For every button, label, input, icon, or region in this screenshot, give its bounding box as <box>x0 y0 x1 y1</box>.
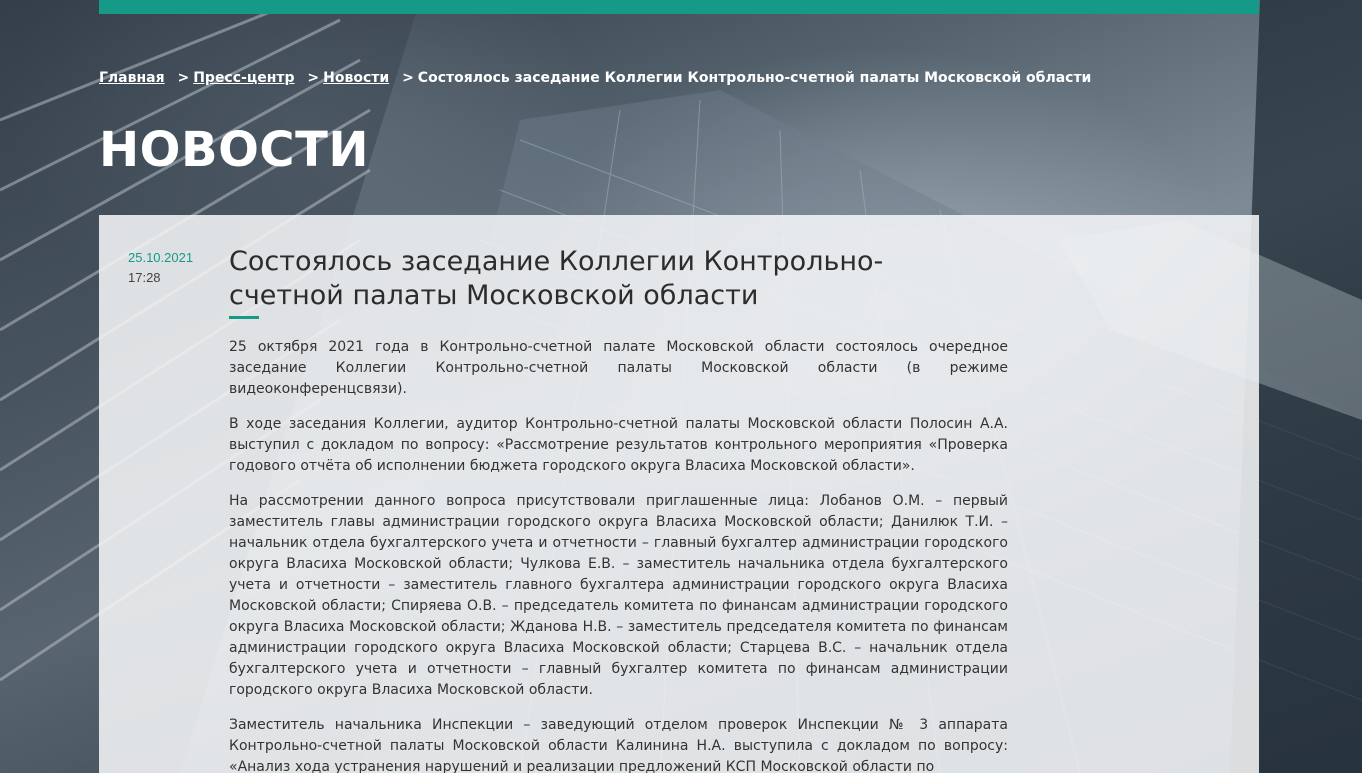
title-underline <box>229 316 259 319</box>
article-paragraph: Заместитель начальника Инспекции – заведующий отделом проверок Инспекции № 3 аппарата Контрольно-счетной палаты Московской области Калинина Н.А. выступила с докладом по вопросу: «Анализ хода устранения нарушений и реализации предложений КСП Московской области по <box>229 717 1008 773</box>
breadcrumb-separator: > <box>177 70 190 86</box>
article-card <box>99 215 1259 773</box>
breadcrumb-news-link[interactable]: Новости <box>323 70 390 86</box>
article-paragraph: В ходе заседания Коллегии, аудитор Контрольно-счетной палаты Московской области Полосин А.А. выступил с докладом по вопросу: «Рассмотрение результатов контрольного мероприятия «Проверка годового отчёта об исполнении бюджета городского округа Власиха Московской области». <box>229 416 1008 474</box>
article-paragraph: 25 октября 2021 года в Контрольно-счетной палате Московской области состоялось очередное заседание Коллегии Контрольно-счетной палаты Московской области (в режиме видеоконференцсвязи). <box>229 339 1008 397</box>
breadcrumb-separator: > <box>307 70 320 86</box>
breadcrumb-home-link[interactable]: Главная <box>99 70 165 86</box>
article-time: 17:28 <box>128 270 161 285</box>
breadcrumb-press-center-link[interactable]: Пресс-центр <box>193 70 295 86</box>
breadcrumb-current: Состоялось заседание Коллегии Контрольно-счетной палаты Московской области <box>417 70 1092 86</box>
article-paragraph: На рассмотрении данного вопроса присутствовали приглашенные лица: Лобанов О.М. – первый заместитель главы администрации городского округа Власиха Московской области; Данилюк Т.И. – начальник отдела бухгалтерского учета и отчетности – главный бухгалтер администрации городского округа Власиха Московской области; Чулкова Е.В. – заместитель начальника отдела бухгалтерского учета и отчетности – заместитель главного бухгалтера администрации городского округа Власиха Московской области; Спиряева О.В. – председатель комитета по финансам администрации городского округа Власиха Московской области; Жданова Н.В. – заместитель председателя комитета по финансам администрации городского округа Власиха Московской области; Старцева В.С. – начальник отдела бухгалтерского учета и отчетности – главный бухгалтер комитета по финансам администрации городского округа Власиха Московской области. <box>229 493 1008 698</box>
breadcrumb <box>99 70 1091 86</box>
page-title: НОВОСТИ <box>99 122 370 178</box>
breadcrumb-separator: > <box>402 70 414 86</box>
article-body <box>229 337 1008 773</box>
top-accent-bar <box>99 0 1259 14</box>
article-title: Состоялось заседание Коллегии Контрольно-счетной палаты Московской области <box>229 246 884 311</box>
article-date: 25.10.2021 <box>128 250 194 265</box>
article-meta <box>128 248 193 288</box>
